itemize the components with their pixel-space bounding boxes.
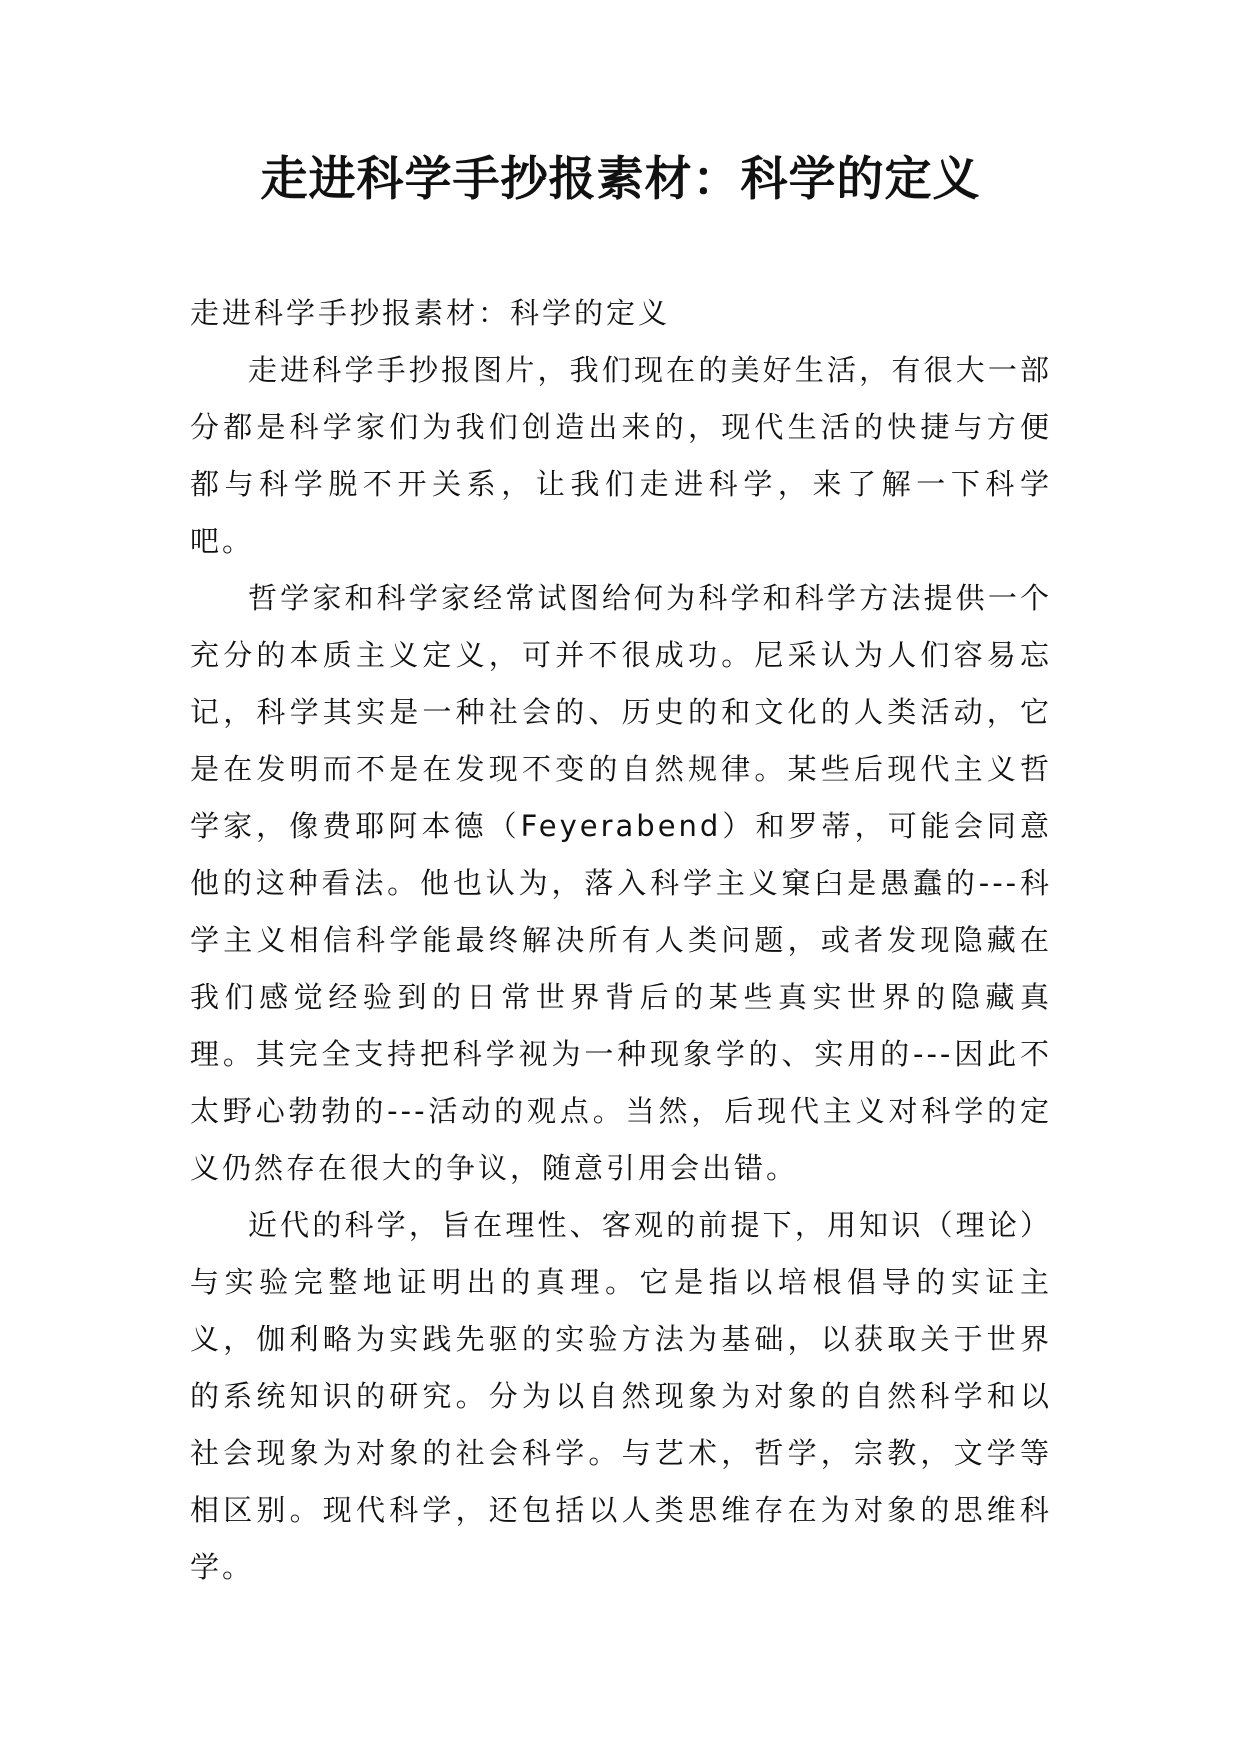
paragraph-philosophy: 哲学家和科学家经常试图给何为科学和科学方法提供一个充分的本质主义定义，可并不很成功。尼采认为人们容易忘记，科学其实是一种社会的、历史的和文化的人类活动，它是在发明而不是在发现不变的自然规律。某些后现代主义哲学家，像费耶阿本德（Feyerabend）和罗蒂，可能会同意他的这种看法。他也认为，落入科学主义窠臼是愚蠢的---科学主义相信科学能最终解决所有人类问题，或者发现隐藏在我们感觉经验到的日常世界背后的某些真实世界的隐藏真理。其完全支持把科学视为一种现象学的、实用的---因此不太野心勃勃的---活动的观点。当然，后现代主义对科学的定义仍然存在很大的争议，随意引用会出错。 xyxy=(190,581,1052,1185)
document-subtitle: 走进科学手抄报素材：科学的定义 xyxy=(190,296,671,330)
document-body xyxy=(190,285,1052,1596)
paragraph-intro: 走进科学手抄报图片，我们现在的美好生活，有很大一部分都是科学家们为我们创造出来的，现代生活的快捷与方便都与科学脱不开关系，让我们走进科学，来了解一下科学吧。 xyxy=(190,353,1052,558)
paragraph-modern-science: 近代的科学，旨在理性、客观的前提下，用知识（理论）与实验完整地证明出的真理。它是指以培根倡导的实证主义，伽利略为实践先驱的实验方法为基础，以获取关于世界的系统知识的研究。分为以自然现象为对象的自然科学和以社会现象为对象的社会科学。与艺术，哲学，宗教，文学等相区别。现代科学，还包括以人类思维存在为对象的思维科学。 xyxy=(190,1208,1052,1584)
document-title: 走进科学手抄报素材：科学的定义 xyxy=(260,152,981,207)
